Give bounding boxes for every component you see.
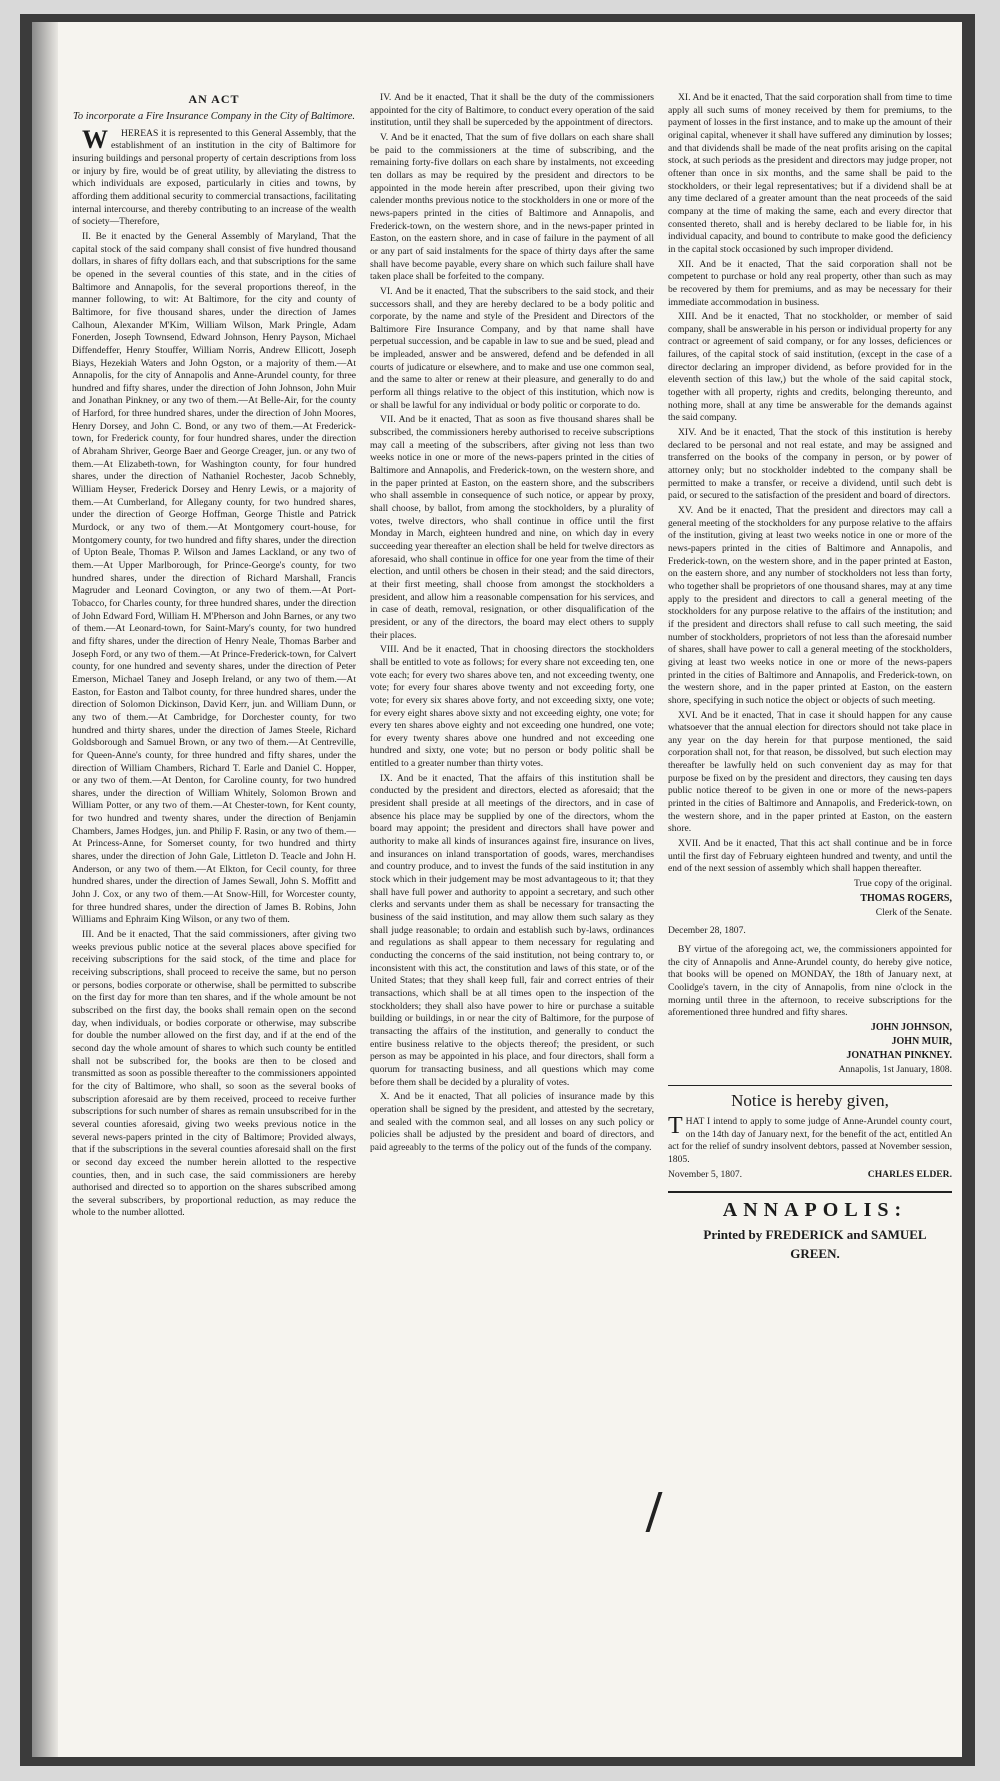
notice-signer: CHARLES ELDER. [867,1168,952,1180]
commissioners-place-date: Annapolis, 1st January, 1808. [838,1063,952,1075]
section-14: XIV. And be it enacted, That the stock of this institution is hereby declared to be personal and not real estate, and may be assigned and transferred on the books of the company in person, or by power of attorney only; but no stockholder indebted to the company shall be permitted to make a transfer, or receive a dividend, until such debt is paid, or secured to the satisfaction of the president and board of directors. [668,427,952,502]
commissioner-signer-2: JOHN MUIR, [891,1035,952,1047]
notice-footer [668,1169,952,1182]
act-subtitle: To incorporate a Fire Insurance Company in the City of Baltimore. [72,110,356,122]
newspaper-page [32,22,962,1757]
clerk-name: THOMAS ROGERS, [860,892,952,904]
section-4: IV. And be it enacted, That it shall be the duty of the commissioners appointed for the city of Baltimore, to conduct every operation of the said institution, until they shall be superceded by the appointment of directors. [370,92,654,129]
act-date: December 28, 1807. [668,925,746,937]
clerk-title: Clerk of the Senate. [875,906,952,918]
section-2: II. Be it enacted by the General Assembly of Maryland, That the capital stock of the said company shall consist of five hundred thousand dollars, in shares of fifty dollars each, and that subscriptions for the same be opened in the several counties of this state, and in the cities of Baltimore and Annapolis, for the several proportions thereof, in the manner following, to wit: At Baltimore, for the city and county of Baltimore, for five thousand shares, under the direction of James Calhoun, Alexander M'Kim, William Wilson, Mark Pringle, Adam Fonerden, Joseph Townsend, Edward Johnson, Henry Payson, Michael Diffendeffer, Henry Stouffer, William Norris, Andrew Ellicott, Joseph Biays, Hezekiah Waters and John Ogston, or a majority of them.—At Annapolis, for the city of Annapolis and Anne-Arundel county, for three hundred and fifty shares, under the direction of John Johnson, John Muir and Jonathan Pinkney, or any two of them.—At Belle-Air, for the county of Harford, for three hundred shares, under the direction of John Moores, Henry Dorsey, and John C. Bond, or any two of them.—At Frederick-town, for Frederick county, for four hundred shares, under the direction of Abraham Shriver, George Baer and George Creager, jun. or any two of them.—At Elizabeth-town, for Washington county, for four hundred shares, under the direction of Nathaniel Rochester, Jacob Schnebly, William Heyser, Frederick Dorsey and Henry Lewis, or a majority of them.—At Cumberland, for Allegany county, for two hundred shares, under the direction of George Hoffman, George Thistle and Patrick Murdock, or any two of them.—At Montgomery court-house, for Montgomery county, for two hundred and fifty shares, under the direction of Upton Beale, Thomas P. Wilson and James Lackland, or any two of them.—At Upper Marlborough, for Prince-George's county, for two hundred shares, under the direction of Richard Marshall, Francis Magruder and Leonard Covington, or any two of them.—At Port-Tobacco, for Charles county, for three hundred shares, under the direction of John Edward Ford, William H. M'Pherson and John Barnes, or any two of them.—At Leonard-town, for Saint-Mary's county, for two hundred and fifty shares, under the direction of Henry Neale, Thomas Barber and Joseph Ford, or any two of them.—At Prince-Frederick-town, for Calvert county, for one hundred and seventy shares, under the direction of Peter Emerson, Michael Taney and Joseph Ireland, or any two of them.—At Easton, for Easton and Talbot county, for three hundred shares, under the direction of Solomon Dickinson, David Kerr, jun. and William Dunn, or any two of them.—At Cambridge, for Dorchester county, for two hundred and thirty shares, under the direction of James Steele, Richard Goldsborough and Samuel Brown, or any two of them.—At Centreville, for Queen-Anne's county, for three hundred and fifty shares, under the direction of William Chambers, Richard T. Earle and Daniel C. Hopper, or any two of them.—At Denton, for Caroline county, for two hundred shares, under the direction of William Whitely, Solomon Brown and William Potter, or any two of them.—At Chester-town, for Kent county, for two hundred and twenty shares, under the direction of Benjamin Chambers, James Hodges, jun. and Philip F. Rasin, or any two of them.—At Princess-Anne, for Somerset county, for two hundred and thirty shares, under the direction of John Gale, Littleton D. Teacle and John H. Anderson, or any two of them.—At Elkton, for Cecil county, for three hundred shares, under the direction of James Sewall, John S. Moffitt and John J. Cox, or any two of them.—At Snow-Hill, for Worcester county, for three hundred shares, under the direction of James B. Robins, John Williams and Ephraim King Wilson, or any two of them. [72,230,356,926]
section-9: IX. And be it enacted, That the affairs of this institution shall be conducted by the president and directors, elected as aforesaid; that the president shall preside at all meetings of the directors, and in case of absence his place may be supplied by one of the directors, whom the board may appoint; the president and directors shall have power and authority to make all kinds of insurances against fire, insurance on lives, and insurances on inland transportation of goods, wares, merchandises and country produce, and to invest the funds of the said institution in any stock which in their judgement may be most advantageous to it; that they shall have full power and authority to appoint a secretary, and such other clerks and servants under them as shall be necessary for transacting the business of the said institution, and may allow them such salary as they shall judge reasonable; to ordain and establish such by-laws, ordinances and regulations as shall appear to them necessary for regulating and conducting the concerns of the said institution, not being contrary to, or inconsistent with this act, the constitution and laws of this state, or of the United States; that they shall keep full, fair and correct entries of their transactions, which shall be at all times open to the inspection of the stockholders; they shall also have power to hire or purchase a suitable building or buildings, in or near the city of Baltimore, for the purpose of transacting the affairs of the institution, and generally to conduct the entire business relative to the objects thereof; the president, or such person as may be appointed in his place, and four directors, shall form a quorum for transacting business, and all questions which may come before them shall be decided by a plurality of votes. [370,772,654,1088]
preamble-text: HEREAS it is represented to this General Assembly, that the establishment of an institution in the city of Baltimore for insuring buildings and personal property of certain descriptions from loss or injury by fire, would be of great utility, by alleviating the distress to which individuals are exposed, particularly in cities and towns, by affording them additional security to commercial transactions, facilitating internal intercourse, and thereby contributing to an increase of the wealth of society—Therefore, [72,127,356,228]
section-15: XV. And be it enacted, That the president and directors may call a general meeting of the stockholders for any purpose relative to the affairs of the institution, giving at least two weeks notice in one or more of the news-papers printed in the cities of Baltimore and Annapolis, and Frederick-town, on the western shore, and in the paper printed at Easton, on the eastern shore, and any number of stockholders not less than forty, who together shall be proprietors of one thousand shares, may at any time apply to the president and directors to call a general meeting of the stockholders for any purpose relative to the affairs of the institution; and if the president and directors shall refuse to call such meeting, the said number of stockholders, proprietors of not less than the aforesaid number of shares, shall have power to call a general meeting of the stockholders, giving at least two weeks notice in one or more of the news-papers printed in the cities of Baltimore and Annapolis, and Frederick-town, on the western shore, and in the paper printed at Easton, on the eastern shore, specifying in such notice the object or objects of such meeting. [668,505,952,706]
insolvency-notice [668,1113,952,1167]
column-3 [668,92,952,1742]
imprint-rule [668,1191,952,1193]
section-10: X. And be it enacted, That all policies of insurance made by this operation shall be signed by the president, and attested by the secretary, and sealed with the common seal, and all losses on any such policy or policies shall be adjusted by the president and board of directors, and paid agreeably to the terms of the policy out of the funds of the company. [370,1091,654,1153]
commissioner-signer-3: JONATHAN PINKNEY. [846,1049,952,1061]
act-title: AN ACT [188,92,240,106]
section-12: XII. And be it enacted, That the said corporation shall not be competent to purchase or hold any real property, other than such as may be recovered by them for premiums, and as may be necessary for their immediate accommodation in business. [668,258,952,308]
section-7: VII. And be it enacted, That as soon as five thousand shares shall be subscribed, the commissioners hereby authorised to receive subscriptions may call a meeting of the subscribers, after giving not less than two weeks notice in one or more of the news-papers printed in the cities of Baltimore and Annapolis, and Frederick-town, on the western shore, and in the paper printed at Easton, on the eastern shore, and the subscribers who shall assemble in consequence of such notice, or appear by proxy, shall choose, by ballot, from among the stockholders, by a plurality of votes, twelve directors, who shall continue in office until the first Monday in March, eighteen hundred and nine, on which day in every succeeding year thereafter an election shall be held for twelve directors as aforesaid, who shall continue in office for one year from the time of their election, and until others be chosen in their stead; and the said directors, at their first meeting, shall choose from amongst the stockholders a president, and allow him a reasonable compensation for his services, and in case of death, removal, resignation, or other disqualification of the president, or any of the directors, the board may elect others to supply their places. [370,414,654,641]
section-8: VIII. And be it enacted, That in choosing directors the stockholders shall be entitled to vote as follows; for every share not exceeding ten, one vote each; for every two shares above ten, and not exceeding twenty, one vote; for every four shares above twenty and not exceeding forty, one vote; for every six shares above forty, and not exceeding sixty, one vote; for every eight shares above sixty and not exceeding eighty, one vote; for every ten shares above eighty and not exceeding one hundred, one vote; for every twenty shares above one hundred and not exceeding one hundred and sixty, one vote; but no person or body politic shall be entitled to a greater number than thirty votes. [370,644,654,770]
notice-heading: Notice is hereby given, [668,1085,952,1112]
text-columns [72,92,952,1742]
column-2 [370,92,654,1742]
section-17: XVII. And be it enacted, That this act shall continue and be in force until the first day of February eighteen hundred and twenty, and until the end of the next session of assembly which shall happen thereafter. [668,838,952,875]
notice-date: November 5, 1807. [668,1168,743,1180]
column-1 [72,92,356,1742]
preamble-initial: W [82,124,108,154]
commissioner-signer-1: JOHN JOHNSON, [870,1021,952,1033]
page-gutter-shadow [32,22,58,1757]
true-copy-line: True copy of the original. [854,878,952,890]
section-3: III. And be it enacted, That the said commissioners, after giving two weeks previous public notice at the several places above specified for receiving subscriptions for the said stock, of the time and place for receiving subscriptions, shall proceed to receive the same, but no person or persons, bodies corporate or otherwise, shall be permitted to subscribe on the first day for more than ten shares, and if the whole amount be not subscribed on the first day, the books shall remain open on the second day, when individuals, or bodies corporate or otherwise, may subscribe for double the number allowed on the first day, and if at the end of the second day the whole amount of shares to which such county be entitled shall not be subscribed for, the books are then to be closed and transmitted as soon as possible thereafter to the commissioners appointed for the city of Baltimore, who shall, so soon as the several books of subscription aforesaid are by them received, proceed to receive further subscriptions for such number of shares as remain unsubscribed for in the several counties aforesaid, giving two weeks previous notice in the several news-papers printed in the city of Baltimore; Provided always, that if the subscriptions in the several counties aforesaid shall on the first or second day exceed the number herein allotted to the respective counties, then, and in such case, the said commissioners are hereby authorised and directed so to apportion on the shares subscribed among the several subscribers, by proportional reduction, as may reduce the whole to the number allotted. [72,929,356,1219]
section-6: VI. And be it enacted, That the subscribers to the said stock, and their successors shall, and they are hereby declared to be a body politic and corporate, by the name and style of the President and Directors of the Baltimore Fire Insurance Company, and by that name shall have perpetual succession, and be capable in law to sue and be sued, plead and be impleaded, answer and be answered, defend and be defended in all courts of judicature or elsewhere, and to make and use one common seal, and the same to alter or renew at their pleasure, and generally to do and perform all things relative to the object of this institution, which now is or shall be lawful for any individual or body politic or corporate to do. [370,285,654,411]
imprint-printed-by: Printed by FREDERICK and SAMUEL [703,1226,927,1242]
section-13: XIII. And be it enacted, That no stockholder, or member of said company, shall be answerable in his person or individual property for any contract or agreement of said company, or for any losses, deficiences or failures, of the capital stock of said institution, (except in the case of a director declaring an improper dividend, as before provided for in the eleventh section of this law,) but the whole of the said capital stock, together with all property, rights and credits, belonging thereunto, and nothing more, shall at any time be answerable for the demands against the said company. [668,311,952,424]
notice-text: HAT I intend to apply to some judge of Anne-Arundel county court, on the 14th day of January next, for the benefit of the act, entitled An act for the relief of sundry insolvent debtors, passed at November session, 1805. [668,1116,952,1165]
section-11: XI. And be it enacted, That the said corporation shall from time to time apply all such sums of money received by them for premiums, to the payment of losses in the first instance, and to make up the amount of their original capital, whenever it shall have suffered any diminution by losses; and that dividends shall be made of the neat profits arising on the capital stock, at such periods as the president and directors may judge proper, not oftener than once in six months, and the same shall be paid to the stockholders, or their legal representatives; but if a dividend shall be at any time declared of a greater amount than the neat proceeds of the said company at the time of making the same, each and every director that consented thereto, shall and is hereby declared to be liable for, in his individual capacity, and bound to contribute to make good the deficiency in the capital stock occasioned by such improper dividend. [668,92,952,255]
imprint-printer-name: GREEN. [790,1245,840,1261]
notice-initial: T [668,1113,683,1140]
section-16: XVI. And be it enacted, That in case it should happen for any cause whatsoever that the annual election for directors should not take place in any year on the day herein for that purpose mentioned, the said corporation shall not, for that reason, be dissolved, but such election may thereafter be lawfully held on such convenient day as may for that purpose be fixed on by the president and directors, they causing ten days public notice thereof to be given in one or more of the news-papers printed in the cities of Baltimore and Annapolis, and Frederick-town, on the western shore, and in the paper printed at Easton, on the eastern shore. [668,709,952,835]
act-preamble [72,124,356,229]
imprint-place: ANNAPOLIS: [722,1199,908,1222]
section-5: V. And be it enacted, That the sum of five dollars on each share shall be paid to the commissioners at the time of subscribing, and the remaining forty-five dollars on each share by instalments, not exceeding ten dollars as may be required by the president and directors to be appointed in the mode herein after prescribed, upon their giving two calender months previous notice to the stockholders in one or more of the news-papers printed in the cities of Baltimore and Annapolis, and Frederick-town, on the western shore, and in the news-paper printed in Easton, on the eastern shore, and in case of failure in the payment of all or any part of said instalments for the space of thirty days after the same shall have become payable, every share on which such failure shall have taken place shall be forfeited to the company. [370,131,654,283]
commissioners-notice: BY virtue of the aforegoing act, we, the commissioners appointed for the city of Annapolis and Anne-Arundel county, do hereby give notice, that books will be opened on MONDAY, the 18th of January next, at Coolidge's tavern, in the city of Annapolis, from nine o'clock in the morning until three in the afternoon, to receive subscriptions for the aforementioned three hundred and fifty shares. [668,944,952,1019]
